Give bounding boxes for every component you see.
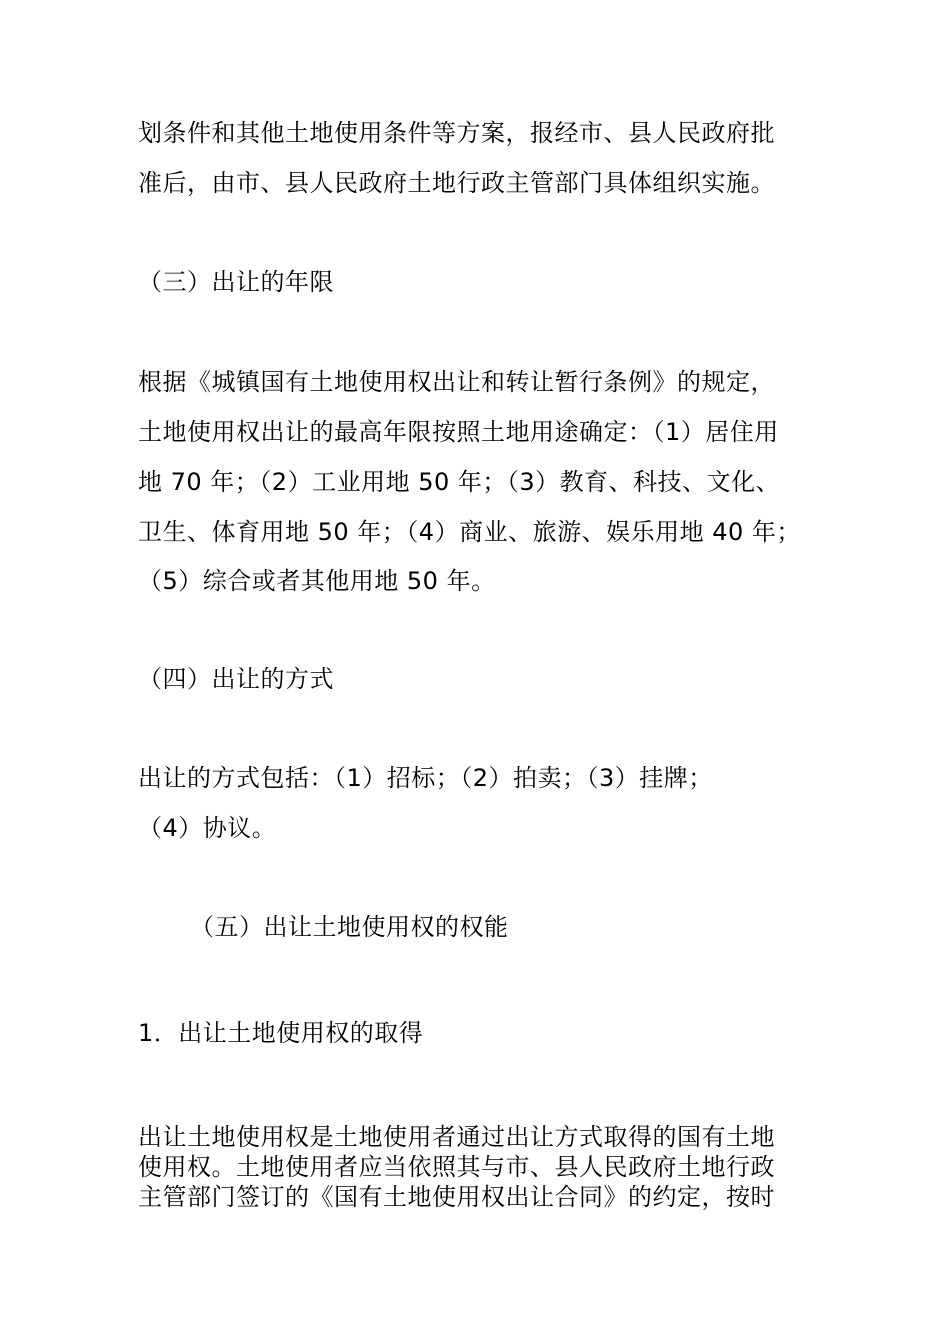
paragraph-line: 准后，由市、县人民政府土地行政主管部门具体组织实施。 (138, 169, 775, 197)
section-heading: （三）出让的年限 (138, 268, 334, 296)
paragraph-line: （5）综合或者其他用地 50 年。 (138, 567, 496, 595)
subsection-heading: 1．出让土地使用权的取得 (138, 1019, 424, 1047)
paragraph-line: 根据《城镇国有土地使用权出让和转让暂行条例》的规定， (138, 368, 775, 396)
paragraph-line: 出让土地使用权是土地使用者通过出让方式取得的国有土地 (138, 1123, 775, 1151)
paragraph-line: 卫生、体育用地 50 年；（4）商业、旅游、娱乐用地 40 年； (138, 518, 801, 546)
paragraph-line: 地 70 年；（2）工业用地 50 年；（3）教育、科技、文化、 (138, 468, 781, 496)
paragraph-line: 划条件和其他土地使用条件等方案，报经市、县人民政府批 (138, 119, 775, 147)
paragraph-line: 土地使用权出让的最高年限按照土地用途确定：（1）居住用 (138, 418, 779, 446)
section-heading: （四）出让的方式 (138, 665, 334, 693)
paragraph-line: （4）协议。 (138, 814, 277, 842)
paragraph-line: 主管部门签订的《国有土地使用权出让合同》的约定，按时 (138, 1183, 775, 1211)
section-heading: （五）出让土地使用权的权能 (190, 913, 509, 941)
paragraph-line: 使用权。土地使用者应当依照其与市、县人民政府土地行政 (138, 1153, 775, 1181)
paragraph-line: 出让的方式包括：（1）招标；（2）拍卖；（3）挂牌； (138, 764, 713, 792)
